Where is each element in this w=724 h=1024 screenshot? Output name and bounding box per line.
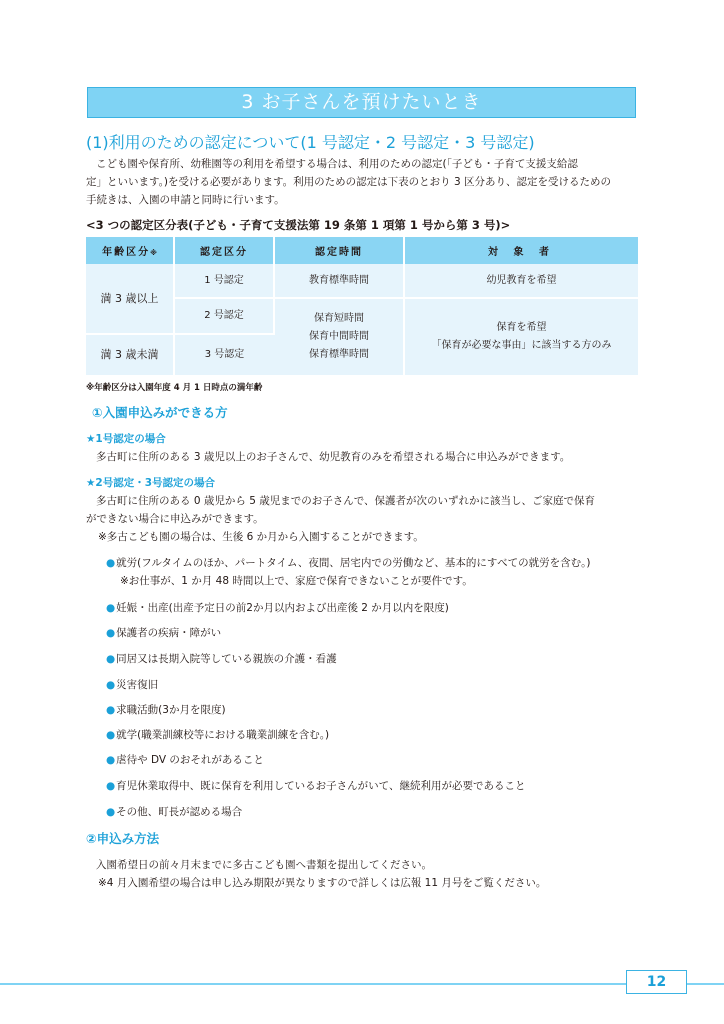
cell-cert2: 2 号認定 xyxy=(174,298,274,334)
time-standard: 保育標準時間 xyxy=(309,349,369,360)
cert23-text-1: 多古町に住所のある 0 歳児から 5 歳児までのお子さんで、保護者が次のいずれかに該当し、ご家庭で保育 xyxy=(96,495,595,507)
cell-age-over3: 満 3 歳以上 xyxy=(86,264,174,334)
list-item: ●妊娠・出産(出産予定日の前2か月以内および出産後 2 か月以内を限度) xyxy=(106,602,449,614)
list-item: ●災害復旧 xyxy=(106,679,159,691)
apply-how-line-1: 入園希望日の前々月末までに多古こども園へ書類を提出してください。 xyxy=(96,859,432,871)
apply-how-heading: ②申込み方法 xyxy=(86,831,160,846)
table-header-row xyxy=(86,237,638,264)
cert1-text: 多古町に住所のある 3 歳児以上のお子さんで、幼児教育のみを希望される場合に申込みができます。 xyxy=(96,451,571,463)
cell-time1: 教育標準時間 xyxy=(274,264,404,298)
page-title: 3 お子さんを預けたいとき xyxy=(87,87,636,118)
list-item: ●同居又は長期入院等している親族の介護・看護 xyxy=(106,653,337,665)
bullet-icon: ● xyxy=(106,780,116,792)
header-cert: 認定区分 xyxy=(174,237,274,264)
cell-time23 xyxy=(274,298,404,376)
cell-target1: 幼児教育を希望 xyxy=(404,264,638,298)
cert23-heading: ★2号認定・3号認定の場合 xyxy=(86,477,216,489)
footer-divider xyxy=(687,983,724,985)
time-short: 保育短時間 xyxy=(314,313,364,324)
table-title: <3 つの認定区分表(子ども・子育て支援法第 19 条第 1 項第 1 号から第 3 号)> xyxy=(86,218,511,232)
list-item: ●求職活動(3か月を限度) xyxy=(106,704,226,716)
list-item: ●就学(職業訓練校等における職業訓練を含む。) xyxy=(106,729,330,741)
bullet-icon: ● xyxy=(106,679,116,691)
cell-target23 xyxy=(404,298,638,376)
list-item: ●虐待や DV のおそれがあること xyxy=(106,754,264,766)
footer-divider xyxy=(0,983,626,985)
header-time: 認定時間 xyxy=(274,237,404,264)
cert23-text-2: ができない場合に申込みができます。 xyxy=(86,513,264,525)
target-nursery: 保育を希望 xyxy=(496,322,547,333)
cert23-note: ※多古こども園の場合は、生後 6 か月から入園することができます。 xyxy=(98,531,424,543)
cell-cert3: 3 号認定 xyxy=(174,334,274,376)
work-note: ※お仕事が、1 か月 48 時間以上で、家庭で保育できないことが要件です。 xyxy=(120,575,473,587)
time-middle: 保育中間時間 xyxy=(309,331,369,342)
bullet-icon: ● xyxy=(106,729,116,741)
bullet-icon: ● xyxy=(106,653,116,665)
header-age: 年齢区分※ xyxy=(86,237,174,264)
apply-how-line-2: ※4 月入園希望の場合は申し込み期限が異なりますので詳しくは広報 11 月号をご覧ください。 xyxy=(98,877,547,889)
section-heading-certification: (1)利用のための認定について(1 号認定・2 号認定・3 号認定) xyxy=(86,133,535,152)
target-reason: 「保育が必要な事由」に該当する方のみ xyxy=(431,340,612,351)
intro-line-3: 手続きは、入園の申請と同時に行います。 xyxy=(86,194,285,206)
bullet-icon: ● xyxy=(106,806,116,818)
apply-who-heading: ①入園申込みができる方 xyxy=(92,405,228,420)
certification-table xyxy=(86,237,638,377)
header-target: 対 象 者 xyxy=(404,237,638,264)
intro-line-2: 定」といいます。)を受ける必要があります。利用のための認定は下表のとおり 3 区分あり、認定を受けるための xyxy=(86,176,612,188)
table-row xyxy=(86,264,638,298)
list-item: ●保護者の疾病・障がい xyxy=(106,627,222,639)
page-number: 12 xyxy=(626,970,687,994)
cell-cert1: 1 号認定 xyxy=(174,264,274,298)
bullet-icon: ● xyxy=(106,602,116,614)
list-item: ●就労(フルタイムのほか、パートタイム、夜間、居宅内での労働など、基本的にすべての就労を含む。) xyxy=(106,557,591,569)
list-item: ●育児休業取得中、既に保育を利用しているお子さんがいて、継続利用が必要であること xyxy=(106,780,526,792)
cell-age-under3: 満 3 歳未満 xyxy=(86,334,174,376)
table-note: ※年齢区分は入園年度 4 月 1 日時点の満年齢 xyxy=(86,383,263,393)
intro-line-1: こども園や保育所、幼稚園等の利用を希望する場合は、利用のための認定(「子ども・子育て支援支給認 xyxy=(96,158,578,170)
list-item: ●その他、町長が認める場合 xyxy=(106,806,243,818)
bullet-icon: ● xyxy=(106,627,116,639)
bullet-icon: ● xyxy=(106,754,116,766)
bullet-icon: ● xyxy=(106,557,116,569)
cert1-heading: ★1号認定の場合 xyxy=(86,433,166,445)
bullet-icon: ● xyxy=(106,704,116,716)
